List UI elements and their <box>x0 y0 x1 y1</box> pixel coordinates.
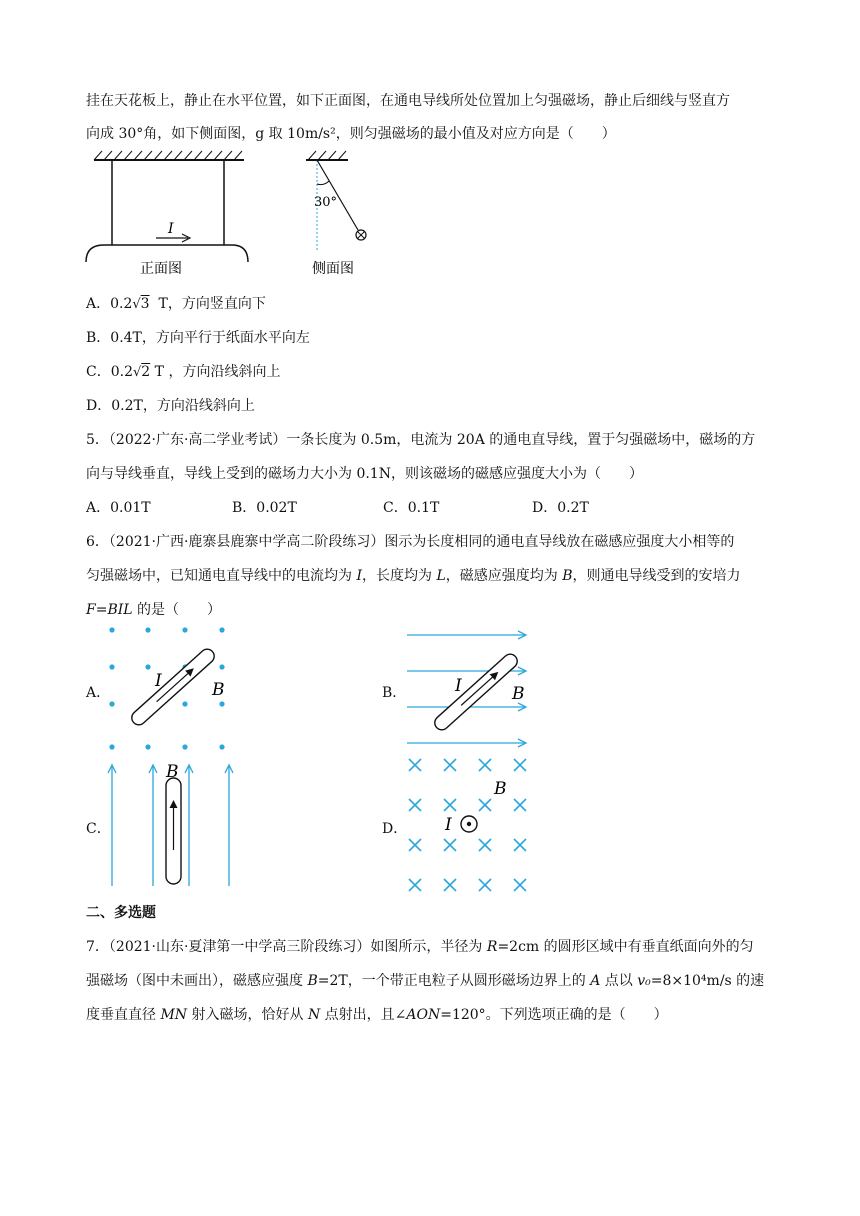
q6-stem-line2: 匀强磁场中，已知通电直导线中的电流均为 I，长度均为 L，磁感应强度均为 B，则通电导线受到的安培力 <box>86 568 741 584</box>
q4-option-b: B．0.4T，方向平行于纸面水平向左 <box>86 330 310 346</box>
q6-figure-a <box>100 620 240 760</box>
q4-current-label: I <box>168 221 174 237</box>
q6-option-b-label: B． <box>382 685 407 701</box>
q6-a-current-label: I <box>155 671 162 691</box>
q7-line3: 度垂直直径 MN 射入磁场，恰好从 N 点射出，且∠AON=120°。下列选项正确的是（ ） <box>86 1007 668 1023</box>
q4-side-label: 侧面图 <box>312 261 354 277</box>
q6-b-field-label: B <box>512 684 525 704</box>
q6-figure-b <box>405 625 535 750</box>
q6-option-c-label: C． <box>86 821 111 837</box>
q5-option-b: B．0.02T <box>232 500 297 516</box>
q4-stem-line1: 挂在天花板上，静止在水平位置，如下正面图，在通电导线所处位置加上匀强磁场，静止后细线与竖直方 <box>86 93 730 109</box>
q6-a-field-label: B <box>212 680 225 700</box>
q5-option-c: C．0.1T <box>383 500 440 516</box>
q5-stem-line2: 向与导线垂直，导线上受到的磁场力大小为 0.1N，则该磁场的磁感应强度大小为（ ） <box>86 466 643 482</box>
q6-stem-line1: 6．（2021·广西·鹿寨县鹿寨中学高二阶段练习）图示为长度相同的通电直导线放在磁感应强度大小相等的 <box>86 534 735 550</box>
q4-option-c: C．0.2√2 T ，方向沿线斜向上 <box>86 364 281 380</box>
q7-line2: 强磁场（图中未画出），磁感应强度 B=2T，一个带正电粒子从圆形磁场边界上的 A 点以 v₀=8×10⁴m/s 的速 <box>86 973 765 989</box>
q6-d-field-label: B <box>494 779 507 799</box>
q6-option-d-label: D． <box>382 821 408 837</box>
q5-option-a: A．0.01T <box>86 500 151 516</box>
q4-angle-label: 30° <box>314 195 338 210</box>
q4-side-figure <box>300 150 390 280</box>
section-title-multiple-choice: 二、多选题 <box>86 905 156 921</box>
q4-option-d: D．0.2T，方向沿线斜向上 <box>86 398 255 414</box>
q4-stem-line2: 向成 30°角，如下侧面图，g 取 10m/s²，则匀强磁场的最小值及对应方向是（ ） <box>86 126 616 142</box>
q6-c-field-label: B <box>166 762 179 782</box>
q4-front-label: 正面图 <box>140 261 182 277</box>
q4-front-figure <box>80 150 260 280</box>
q5-option-d: D．0.2T <box>532 500 589 516</box>
q4-option-a: A．0.2√3 T，方向竖直向下 <box>86 296 266 312</box>
q6-figure-c <box>100 760 240 890</box>
q6-d-current-label: I <box>445 815 452 835</box>
q7-line1: 7．（2021·山东·夏津第一中学高三阶段练习）如图所示，半径为 R=2cm 的圆形区域中有垂直纸面向外的匀 <box>86 939 754 955</box>
q6-figure-d <box>405 755 535 890</box>
q6-option-a-label: A． <box>86 685 111 701</box>
q6-b-current-label: I <box>455 676 462 696</box>
q6-stem-line3: F=BIL 的是（ ） <box>86 602 222 618</box>
q5-stem-line1: 5．（2022·广东·高二学业考试）一条长度为 0.5m，电流为 20A 的通电直导线，置于匀强磁场中，磁场的方 <box>86 432 756 448</box>
